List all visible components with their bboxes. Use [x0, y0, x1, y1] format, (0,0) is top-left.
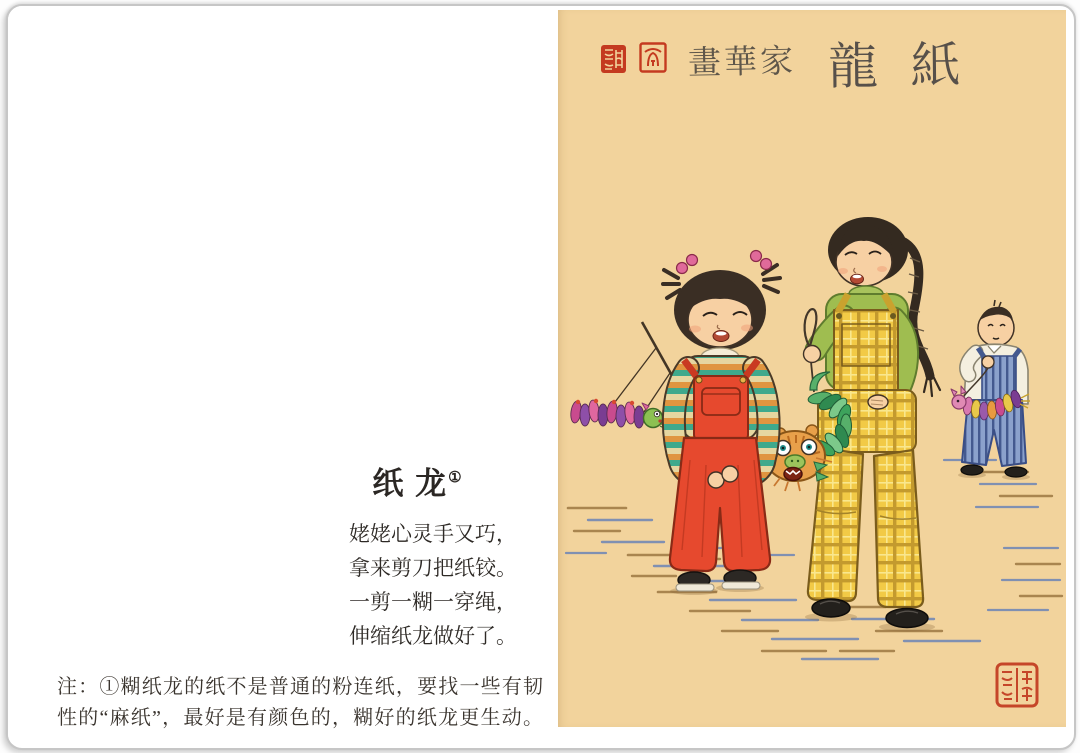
artist-signature: 畫華家 — [687, 44, 797, 82]
poem-line: 伸缩纸龙做好了。 — [349, 624, 517, 648]
poem-line: 姥姥心灵手又巧， — [349, 522, 517, 546]
boy-shoe — [1005, 467, 1027, 477]
older-girl-hand-belly — [868, 395, 888, 409]
older-girl-figure — [804, 217, 941, 628]
older-girl-overalls-leg — [874, 450, 923, 607]
poem — [349, 517, 539, 653]
right-page — [558, 10, 1066, 727]
red-relief-seal-icon — [600, 44, 627, 79]
little-girl-figure — [570, 251, 780, 592]
older-girl-hand-raised — [804, 346, 821, 363]
left-page — [8, 6, 558, 744]
boy-hand — [982, 356, 994, 368]
boy-shoe — [961, 465, 983, 475]
pink-paper-dragon — [570, 399, 675, 432]
page-title — [292, 458, 542, 503]
paper-dragon-illustration — [558, 10, 1066, 727]
footnote-marker: ① — [448, 470, 462, 486]
footnote-line: 性的“麻纸”，最好是有颜色的，糊好的纸龙更生动。 — [57, 707, 543, 729]
footnote — [57, 672, 543, 734]
corner-collector-seal-icon — [997, 664, 1037, 706]
poem-line: 拿来剪刀把纸铰。 — [349, 556, 517, 580]
page-title-text: 纸 龙 — [372, 466, 449, 501]
book-card — [6, 4, 1076, 750]
poem-line: 一剪一糊一穿绳， — [349, 590, 517, 614]
calligraphy-title: 龍 紙 — [827, 37, 971, 95]
little-girl-overalls-legs — [670, 438, 770, 571]
little-boy-figure — [951, 300, 1030, 477]
red-outline-seal-icon — [639, 42, 667, 78]
footnote-line: 注：①糊纸龙的纸不是普通的粉连纸，要找一些有韧 — [57, 676, 543, 698]
older-girl-overalls-bib — [834, 310, 898, 392]
